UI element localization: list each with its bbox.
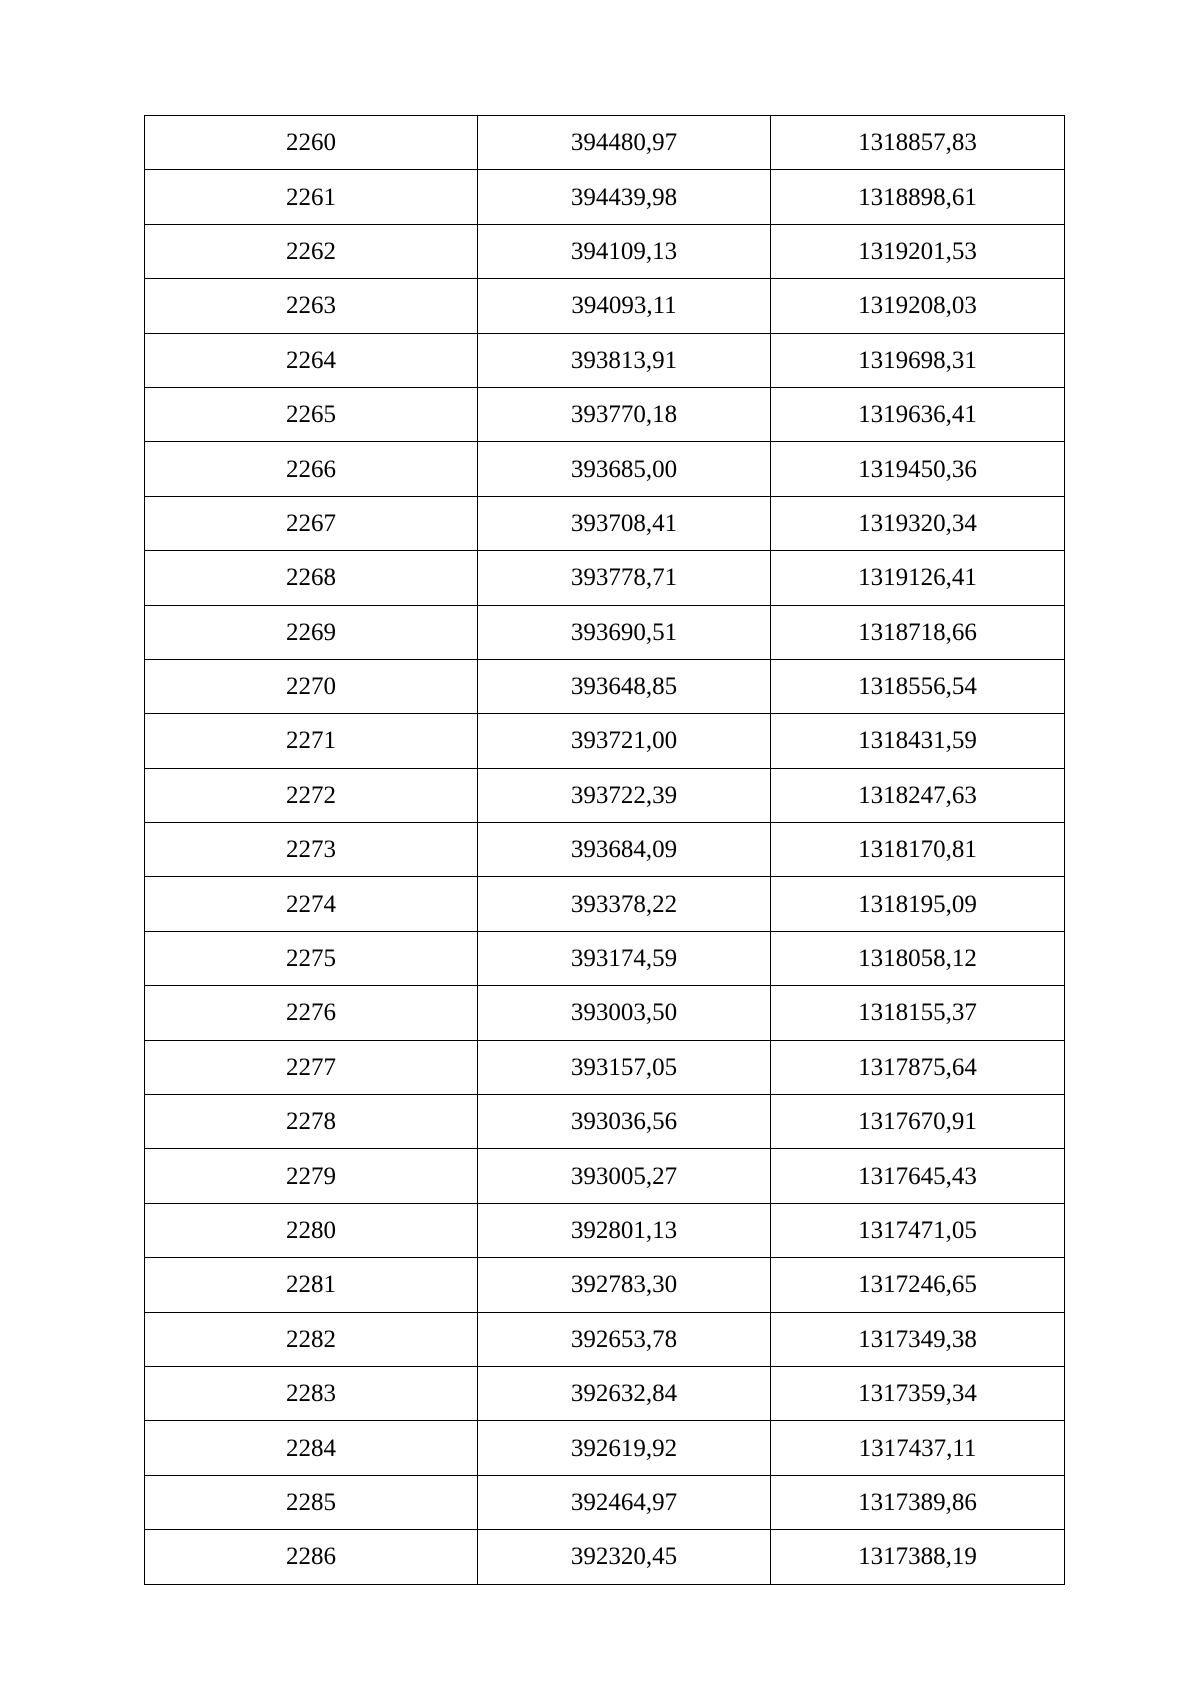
table-row bbox=[145, 986, 1065, 1040]
point-number-cell: 2261 bbox=[145, 170, 478, 224]
x-coordinate-cell: 393005,27 bbox=[478, 1149, 771, 1203]
x-coordinate-cell: 394439,98 bbox=[478, 170, 771, 224]
point-number-cell: 2275 bbox=[145, 931, 478, 985]
table-row bbox=[145, 1312, 1065, 1366]
x-coordinate-cell: 392619,92 bbox=[478, 1421, 771, 1475]
x-coordinate-cell: 394480,97 bbox=[478, 116, 771, 170]
point-number-cell: 2281 bbox=[145, 1258, 478, 1312]
y-coordinate-cell: 1318431,59 bbox=[771, 714, 1065, 768]
point-number-cell: 2264 bbox=[145, 333, 478, 387]
point-number-cell: 2279 bbox=[145, 1149, 478, 1203]
table-row bbox=[145, 1366, 1065, 1420]
y-coordinate-cell: 1317388,19 bbox=[771, 1530, 1065, 1584]
point-number-cell: 2276 bbox=[145, 986, 478, 1040]
x-coordinate-cell: 392632,84 bbox=[478, 1366, 771, 1420]
y-coordinate-cell: 1318898,61 bbox=[771, 170, 1065, 224]
point-number-cell: 2265 bbox=[145, 387, 478, 441]
table-row bbox=[145, 1040, 1065, 1094]
x-coordinate-cell: 392464,97 bbox=[478, 1475, 771, 1529]
y-coordinate-cell: 1317246,65 bbox=[771, 1258, 1065, 1312]
y-coordinate-cell: 1318556,54 bbox=[771, 659, 1065, 713]
y-coordinate-cell: 1319320,34 bbox=[771, 496, 1065, 550]
point-number-cell: 2273 bbox=[145, 823, 478, 877]
table-row bbox=[145, 931, 1065, 985]
y-coordinate-cell: 1318170,81 bbox=[771, 823, 1065, 877]
point-number-cell: 2269 bbox=[145, 605, 478, 659]
x-coordinate-cell: 393036,56 bbox=[478, 1095, 771, 1149]
table-row bbox=[145, 387, 1065, 441]
point-number-cell: 2274 bbox=[145, 877, 478, 931]
point-number-cell: 2266 bbox=[145, 442, 478, 496]
point-number-cell: 2262 bbox=[145, 224, 478, 278]
x-coordinate-cell: 393721,00 bbox=[478, 714, 771, 768]
y-coordinate-cell: 1318718,66 bbox=[771, 605, 1065, 659]
x-coordinate-cell: 393770,18 bbox=[478, 387, 771, 441]
table-row bbox=[145, 224, 1065, 278]
y-coordinate-cell: 1319636,41 bbox=[771, 387, 1065, 441]
y-coordinate-cell: 1317359,34 bbox=[771, 1366, 1065, 1420]
table-row bbox=[145, 768, 1065, 822]
point-number-cell: 2271 bbox=[145, 714, 478, 768]
y-coordinate-cell: 1318058,12 bbox=[771, 931, 1065, 985]
point-number-cell: 2267 bbox=[145, 496, 478, 550]
point-number-cell: 2263 bbox=[145, 279, 478, 333]
table-row bbox=[145, 605, 1065, 659]
table-row bbox=[145, 496, 1065, 550]
x-coordinate-cell: 393174,59 bbox=[478, 931, 771, 985]
y-coordinate-cell: 1319450,36 bbox=[771, 442, 1065, 496]
y-coordinate-cell: 1317670,91 bbox=[771, 1095, 1065, 1149]
y-coordinate-cell: 1319201,53 bbox=[771, 224, 1065, 278]
x-coordinate-cell: 394109,13 bbox=[478, 224, 771, 278]
point-number-cell: 2278 bbox=[145, 1095, 478, 1149]
point-number-cell: 2285 bbox=[145, 1475, 478, 1529]
x-coordinate-cell: 393708,41 bbox=[478, 496, 771, 550]
x-coordinate-cell: 393003,50 bbox=[478, 986, 771, 1040]
x-coordinate-cell: 393378,22 bbox=[478, 877, 771, 931]
y-coordinate-cell: 1317437,11 bbox=[771, 1421, 1065, 1475]
table-row bbox=[145, 1095, 1065, 1149]
y-coordinate-cell: 1317471,05 bbox=[771, 1203, 1065, 1257]
point-number-cell: 2272 bbox=[145, 768, 478, 822]
y-coordinate-cell: 1318155,37 bbox=[771, 986, 1065, 1040]
y-coordinate-cell: 1318195,09 bbox=[771, 877, 1065, 931]
table-row bbox=[145, 1530, 1065, 1584]
table-row bbox=[145, 714, 1065, 768]
table-row bbox=[145, 1258, 1065, 1312]
table-row bbox=[145, 170, 1065, 224]
x-coordinate-cell: 392653,78 bbox=[478, 1312, 771, 1366]
point-number-cell: 2277 bbox=[145, 1040, 478, 1094]
y-coordinate-cell: 1319208,03 bbox=[771, 279, 1065, 333]
point-number-cell: 2283 bbox=[145, 1366, 478, 1420]
table-row bbox=[145, 551, 1065, 605]
y-coordinate-cell: 1318247,63 bbox=[771, 768, 1065, 822]
point-number-cell: 2270 bbox=[145, 659, 478, 713]
table-row bbox=[145, 1421, 1065, 1475]
table-row bbox=[145, 877, 1065, 931]
x-coordinate-cell: 393722,39 bbox=[478, 768, 771, 822]
table-row bbox=[145, 279, 1065, 333]
point-number-cell: 2280 bbox=[145, 1203, 478, 1257]
table-row bbox=[145, 333, 1065, 387]
x-coordinate-cell: 393778,71 bbox=[478, 551, 771, 605]
table-row bbox=[145, 659, 1065, 713]
x-coordinate-cell: 394093,11 bbox=[478, 279, 771, 333]
y-coordinate-cell: 1317349,38 bbox=[771, 1312, 1065, 1366]
table-row bbox=[145, 1475, 1065, 1529]
x-coordinate-cell: 393684,09 bbox=[478, 823, 771, 877]
point-number-cell: 2284 bbox=[145, 1421, 478, 1475]
y-coordinate-cell: 1318857,83 bbox=[771, 116, 1065, 170]
point-number-cell: 2268 bbox=[145, 551, 478, 605]
x-coordinate-cell: 392783,30 bbox=[478, 1258, 771, 1312]
x-coordinate-cell: 392320,45 bbox=[478, 1530, 771, 1584]
y-coordinate-cell: 1319698,31 bbox=[771, 333, 1065, 387]
x-coordinate-cell: 393648,85 bbox=[478, 659, 771, 713]
point-number-cell: 2286 bbox=[145, 1530, 478, 1584]
y-coordinate-cell: 1317389,86 bbox=[771, 1475, 1065, 1529]
y-coordinate-cell: 1317875,64 bbox=[771, 1040, 1065, 1094]
table-row bbox=[145, 823, 1065, 877]
table-row bbox=[145, 442, 1065, 496]
table-row bbox=[145, 116, 1065, 170]
table-row bbox=[145, 1149, 1065, 1203]
table-row bbox=[145, 1203, 1065, 1257]
y-coordinate-cell: 1317645,43 bbox=[771, 1149, 1065, 1203]
point-number-cell: 2260 bbox=[145, 116, 478, 170]
x-coordinate-cell: 392801,13 bbox=[478, 1203, 771, 1257]
point-number-cell: 2282 bbox=[145, 1312, 478, 1366]
coordinates-table bbox=[144, 115, 1065, 1585]
x-coordinate-cell: 393157,05 bbox=[478, 1040, 771, 1094]
x-coordinate-cell: 393813,91 bbox=[478, 333, 771, 387]
coordinates-table-body bbox=[145, 116, 1065, 1585]
x-coordinate-cell: 393685,00 bbox=[478, 442, 771, 496]
y-coordinate-cell: 1319126,41 bbox=[771, 551, 1065, 605]
x-coordinate-cell: 393690,51 bbox=[478, 605, 771, 659]
